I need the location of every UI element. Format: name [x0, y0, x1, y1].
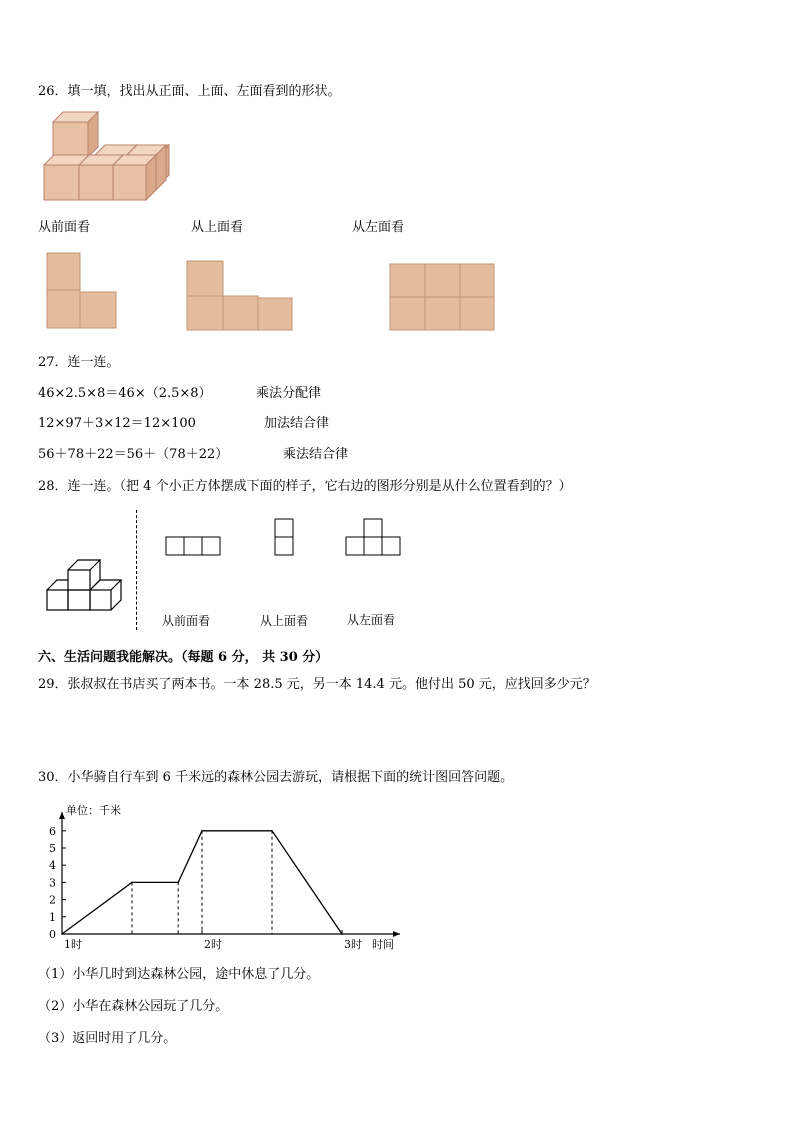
y-tick-label: 6 — [49, 824, 56, 838]
section-heading: 六、生活问题我能解决。（每题 6 分， 共 30 分） — [38, 650, 329, 665]
data-point — [341, 933, 343, 935]
q28-text: 28．连一连。（把 4 个小正方体摆成下面的样子，它右边的图形分别是从什么位置看到的？） — [38, 479, 572, 494]
q27-text: 27．连一连。 — [38, 355, 120, 370]
q26-label-left: 从左面看 — [352, 220, 405, 235]
q28-label-left: 从左面看 — [347, 613, 396, 627]
x-tick-label: 3时 — [344, 938, 362, 951]
y-tick-label: 2 — [49, 893, 56, 907]
data-point — [177, 882, 179, 884]
q30-sub-3: （3）返回时用了几分。 — [38, 1031, 177, 1046]
q26-text: 26．填一填，找出从正面、上面、左面看到的形状。 — [38, 84, 341, 99]
q28-label-top: 从上面看 — [260, 614, 309, 628]
y-tick-label: 0 — [49, 928, 56, 941]
y-axis-label: 单位：千米 — [66, 804, 121, 817]
q27-expr-1: 46×2.5×8＝46×（2.5×8） — [38, 386, 212, 401]
q26-label-front: 从前面看 — [38, 220, 91, 235]
y-tick-label: 1 — [49, 910, 56, 924]
q27-expr-3: 56＋78＋22＝56＋（78＋22） — [38, 447, 229, 462]
q27-expr-2: 12×97＋3×12＝12×100 — [38, 416, 196, 431]
distance-series-line — [62, 831, 342, 934]
q30-text: 30．小华骑自行车到 6 千米远的森林公园去游玩，请根据下面的统计图回答问题。 — [38, 770, 514, 785]
q26-label-top: 从上面看 — [191, 220, 244, 235]
x-tick-label: 1时 — [64, 938, 82, 951]
y-tick-label: 3 — [49, 876, 56, 890]
y-axis-arrow — [59, 812, 65, 819]
x-axis-arrow — [393, 931, 400, 937]
q27-law-2: 加法结合律 — [264, 416, 330, 431]
x-tick-label: 2时 — [204, 938, 222, 951]
data-point — [131, 882, 133, 884]
x-axis-label: 时间 — [372, 938, 394, 951]
q30-sub-2: （2）小华在森林公园玩了几分。 — [38, 999, 229, 1014]
q30-sub-1: （1）小华几时到达森林公园，途中休息了几分。 — [38, 967, 320, 982]
y-tick-label: 4 — [49, 859, 56, 873]
q27-law-1: 乘法分配律 — [256, 386, 322, 401]
y-tick-label: 5 — [49, 842, 56, 855]
data-point — [271, 830, 273, 832]
data-point — [201, 830, 203, 832]
data-point — [61, 933, 63, 935]
q27-law-3: 乘法结合律 — [283, 447, 349, 462]
q29-text: 29．张叔叔在书店买了两本书。一本 28.5 元，另一本 14.4 元。他付出 50 元，应找回多少元？ — [38, 677, 596, 692]
q28-label-front: 从前面看 — [162, 614, 211, 628]
